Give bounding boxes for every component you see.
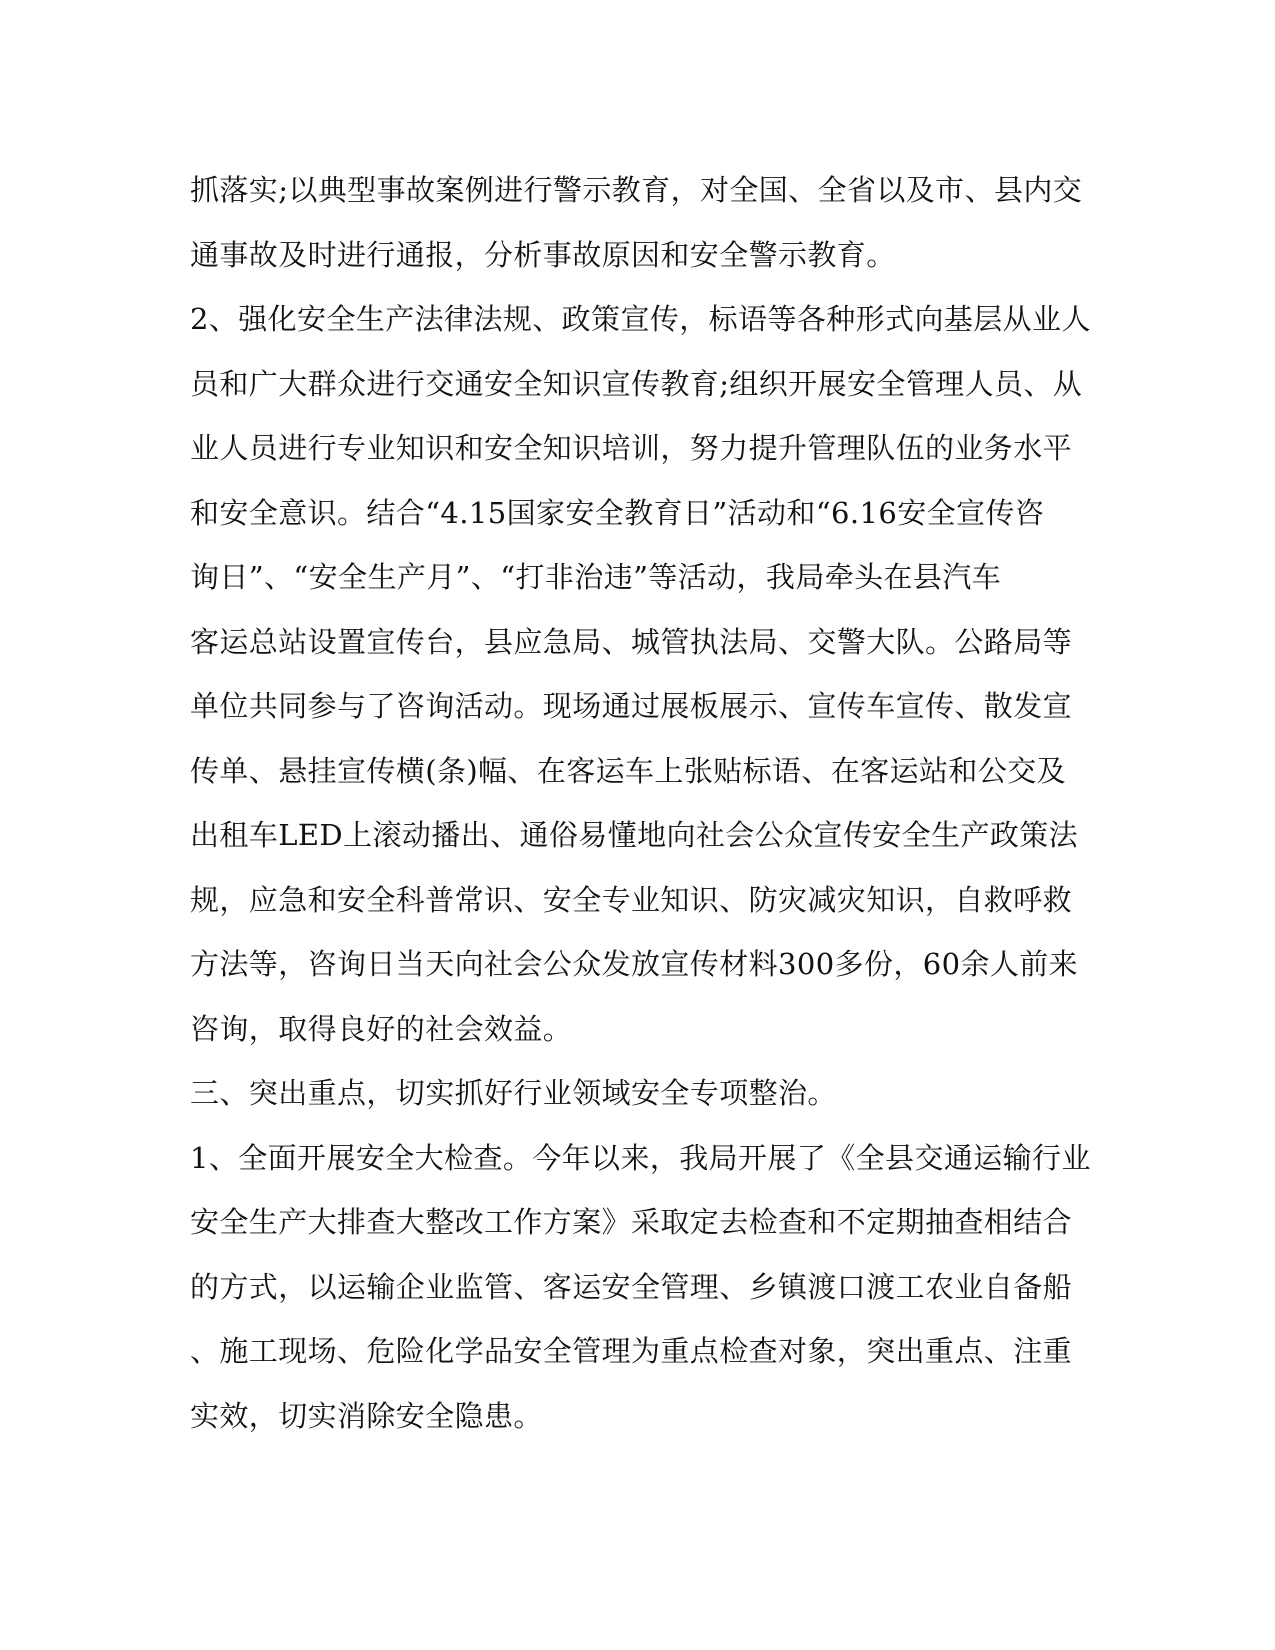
text-line: 传单、悬挂宣传横(条)幅、在客运车上张贴标语、在客运站和公交及: [190, 753, 1067, 788]
text-line: 和安全意识。结合“4.15国家安全教育日”活动和“6.16安全宣传咨: [190, 495, 1045, 530]
text-line: 规，应急和安全科普常识、安全专业知识、防灾减灾知识，自救呼救: [190, 882, 1073, 917]
text-line: 单位共同参与了咨询活动。现场通过展板展示、宣传车宣传、散发宣: [190, 689, 1073, 723]
text-line: 实效，切实消除安全隐患。: [190, 1398, 543, 1433]
text-line: 的方式，以运输企业监管、客运安全管理、乡镇渡口渡工农业自备船: [190, 1269, 1073, 1304]
document-body: [190, 158, 1090, 1448]
text-line: 客运总站设置宣传台，县应急局、城管执法局、交警大队。公路局等: [190, 624, 1073, 659]
text-line: 通事故及时进行通报，分析事故原因和安全警示教育。: [190, 237, 896, 272]
section-heading: 三、突出重点，切实抓好行业领域安全专项整治。: [190, 1076, 837, 1110]
text-line: 、施工现场、危险化学品安全管理为重点检查对象，突出重点、注重: [190, 1334, 1073, 1368]
text-line: 方法等，咨询日当天向社会公众发放宣传材料300多份，60余人前来: [190, 947, 1079, 981]
text-line: 询日”、“安全生产月”、“打非治违”等活动，我局牵头在县汽车: [190, 560, 1002, 594]
text-line: 抓落实;以典型事故案例进行警示教育，对全国、全省以及市、县内交: [190, 173, 1083, 207]
text-line: 1、全面开展安全大检查。今年以来，我局开展了《全县交通运输行业: [190, 1140, 1091, 1175]
text-line: 业人员进行专业知识和安全知识培训，努力提升管理队伍的业务水平: [190, 431, 1073, 465]
text-line: 咨询，取得良好的社会效益。: [190, 1011, 573, 1046]
text-line: 安全生产大排查大整改工作方案》采取定去检查和不定期抽查相结合: [190, 1205, 1073, 1239]
text-line: 出租车LED上滚动播出、通俗易懂地向社会公众宣传安全生产政策法: [190, 818, 1079, 852]
text-line: 2、强化安全生产法律法规、政策宣传，标语等各种形式向基层从业人: [190, 302, 1091, 336]
text-line: 员和广大群众进行交通安全知识宣传教育;组织开展安全管理人员、从: [190, 366, 1083, 401]
